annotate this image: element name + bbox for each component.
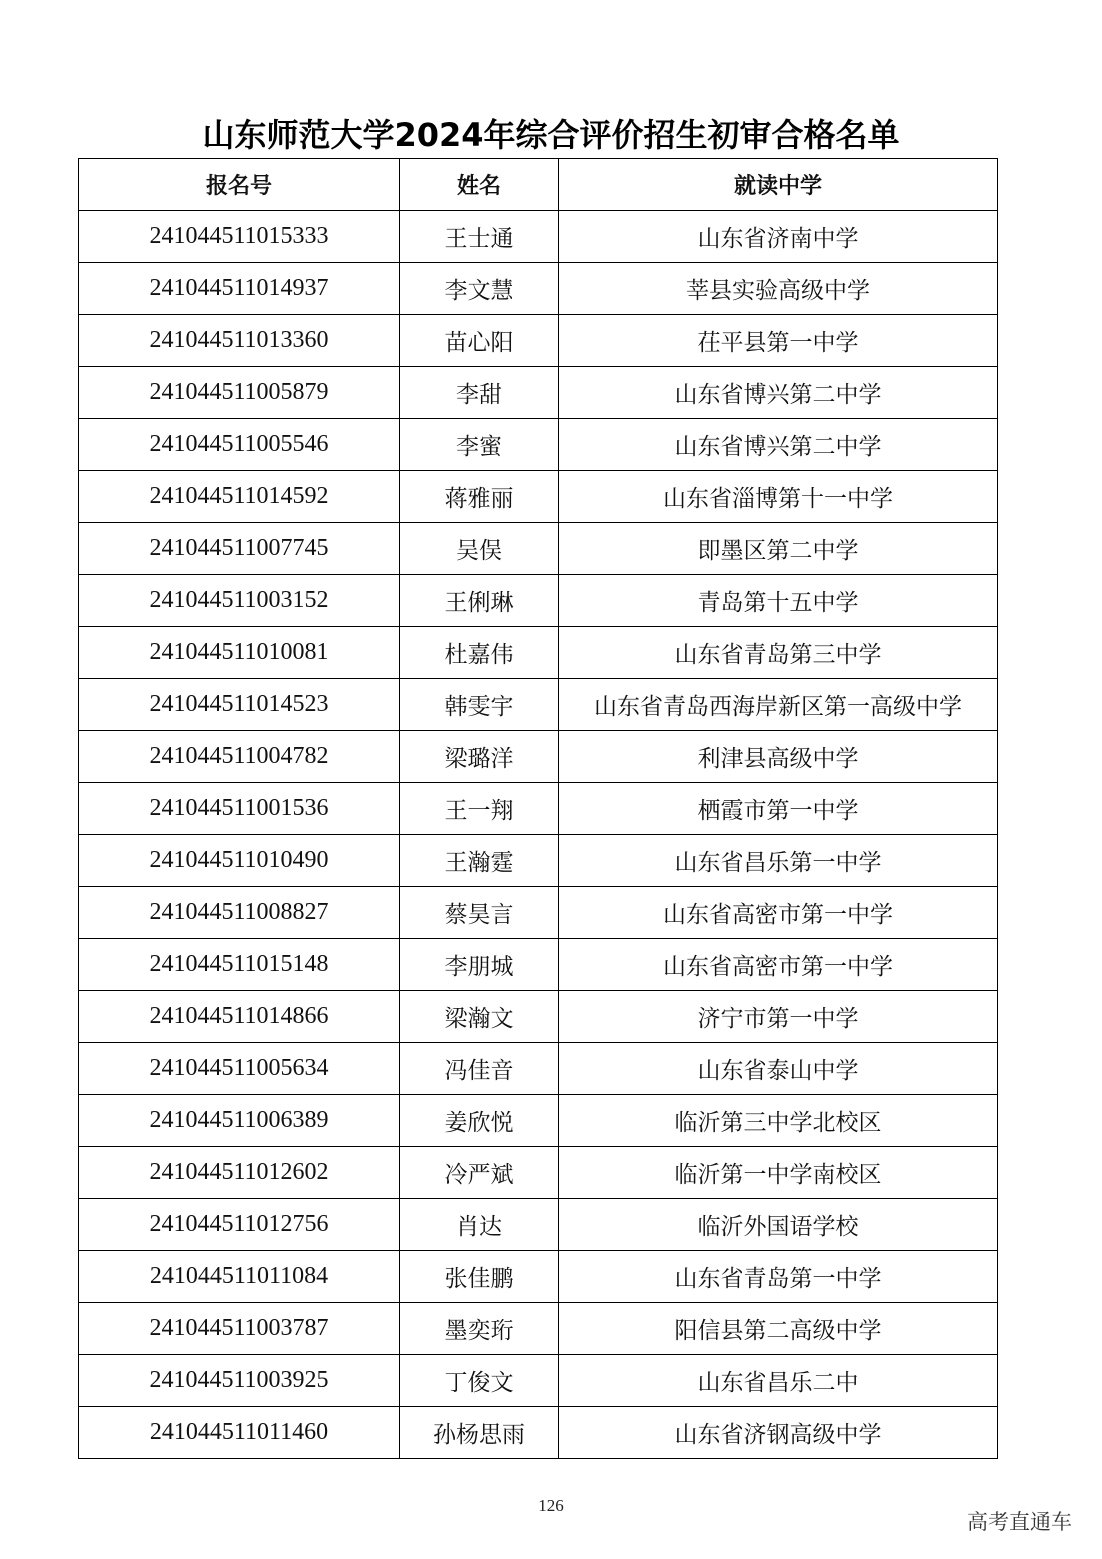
registration-number-cell: 241044511003787 (79, 1303, 400, 1355)
table-row (79, 679, 998, 731)
registration-number-cell: 241044511011460 (79, 1407, 400, 1459)
admission-table (78, 158, 998, 1459)
school-cell: 山东省淄博第十一中学 (559, 471, 998, 523)
student-name-cell: 王一翔 (400, 783, 559, 835)
table-row (79, 731, 998, 783)
student-name-cell: 韩雯宇 (400, 679, 559, 731)
column-header-registration-number: 报名号 (79, 159, 400, 211)
registration-number-cell: 241044511014866 (79, 991, 400, 1043)
school-cell: 山东省昌乐第一中学 (559, 835, 998, 887)
registration-number-cell: 241044511015333 (79, 211, 400, 263)
table-row (79, 1199, 998, 1251)
table-row (79, 575, 998, 627)
table-row (79, 1303, 998, 1355)
school-cell: 阳信县第二高级中学 (559, 1303, 998, 1355)
registration-number-cell: 241044511012756 (79, 1199, 400, 1251)
student-name-cell: 冷严斌 (400, 1147, 559, 1199)
school-cell: 栖霞市第一中学 (559, 783, 998, 835)
student-name-cell: 墨奕珩 (400, 1303, 559, 1355)
school-cell: 山东省济钢高级中学 (559, 1407, 998, 1459)
registration-number-cell: 241044511001536 (79, 783, 400, 835)
registration-number-cell: 241044511003152 (79, 575, 400, 627)
school-cell: 山东省青岛西海岸新区第一高级中学 (559, 679, 998, 731)
column-header-school: 就读中学 (559, 159, 998, 211)
column-header-name: 姓名 (400, 159, 559, 211)
school-cell: 利津县高级中学 (559, 731, 998, 783)
table-row (79, 367, 998, 419)
registration-number-cell: 241044511012602 (79, 1147, 400, 1199)
school-cell: 山东省昌乐二中 (559, 1355, 998, 1407)
school-cell: 青岛第十五中学 (559, 575, 998, 627)
registration-number-cell: 241044511008827 (79, 887, 400, 939)
table-row (79, 263, 998, 315)
registration-number-cell: 241044511005879 (79, 367, 400, 419)
school-cell: 临沂第一中学南校区 (559, 1147, 998, 1199)
table-row (79, 211, 998, 263)
student-name-cell: 王瀚霆 (400, 835, 559, 887)
school-cell: 茌平县第一中学 (559, 315, 998, 367)
student-name-cell: 李甜 (400, 367, 559, 419)
table-row (79, 1095, 998, 1147)
page-title: 山东师范大学2024年综合评价招生初审合格名单 (202, 116, 900, 154)
table-row (79, 1407, 998, 1459)
student-name-cell: 孙杨思雨 (400, 1407, 559, 1459)
registration-number-cell: 241044511010490 (79, 835, 400, 887)
school-cell: 山东省博兴第二中学 (559, 367, 998, 419)
student-name-cell: 苗心阳 (400, 315, 559, 367)
table-body (79, 211, 998, 1459)
school-cell: 临沂外国语学校 (559, 1199, 998, 1251)
student-name-cell: 姜欣悦 (400, 1095, 559, 1147)
school-cell: 山东省高密市第一中学 (559, 939, 998, 991)
student-name-cell: 肖达 (400, 1199, 559, 1251)
table-row (79, 939, 998, 991)
page-number: 126 (538, 1496, 564, 1515)
registration-number-cell: 241044511003925 (79, 1355, 400, 1407)
table-row (79, 1355, 998, 1407)
school-cell: 山东省高密市第一中学 (559, 887, 998, 939)
school-cell: 即墨区第二中学 (559, 523, 998, 575)
table-row (79, 835, 998, 887)
registration-number-cell: 241044511015148 (79, 939, 400, 991)
table-row (79, 315, 998, 367)
student-name-cell: 丁俊文 (400, 1355, 559, 1407)
table-row (79, 783, 998, 835)
student-name-cell: 王俐琳 (400, 575, 559, 627)
registration-number-cell: 241044511014592 (79, 471, 400, 523)
student-name-cell: 冯佳音 (400, 1043, 559, 1095)
student-name-cell: 梁瀚文 (400, 991, 559, 1043)
registration-number-cell: 241044511014937 (79, 263, 400, 315)
table-row (79, 523, 998, 575)
student-name-cell: 蒋雅丽 (400, 471, 559, 523)
table-row (79, 1043, 998, 1095)
student-name-cell: 梁璐洋 (400, 731, 559, 783)
student-name-cell: 蔡昊言 (400, 887, 559, 939)
registration-number-cell: 241044511004782 (79, 731, 400, 783)
registration-number-cell: 241044511010081 (79, 627, 400, 679)
registration-number-cell: 241044511005634 (79, 1043, 400, 1095)
student-name-cell: 李朋城 (400, 939, 559, 991)
watermark-text: 高考直通车 (967, 1510, 1072, 1534)
student-name-cell: 张佳鹏 (400, 1251, 559, 1303)
registration-number-cell: 241044511007745 (79, 523, 400, 575)
registration-number-cell: 241044511014523 (79, 679, 400, 731)
school-cell: 山东省泰山中学 (559, 1043, 998, 1095)
table-row (79, 419, 998, 471)
registration-number-cell: 241044511011084 (79, 1251, 400, 1303)
school-cell: 莘县实验高级中学 (559, 263, 998, 315)
table-row (79, 471, 998, 523)
registration-number-cell: 241044511005546 (79, 419, 400, 471)
school-cell: 济宁市第一中学 (559, 991, 998, 1043)
table-row (79, 627, 998, 679)
student-name-cell: 王士通 (400, 211, 559, 263)
school-cell: 临沂第三中学北校区 (559, 1095, 998, 1147)
school-cell: 山东省青岛第一中学 (559, 1251, 998, 1303)
school-cell: 山东省青岛第三中学 (559, 627, 998, 679)
table-row (79, 1147, 998, 1199)
table-header-row (79, 159, 998, 211)
table-row (79, 1251, 998, 1303)
school-cell: 山东省济南中学 (559, 211, 998, 263)
registration-number-cell: 241044511013360 (79, 315, 400, 367)
registration-number-cell: 241044511006389 (79, 1095, 400, 1147)
student-name-cell: 杜嘉伟 (400, 627, 559, 679)
student-name-cell: 李文慧 (400, 263, 559, 315)
school-cell: 山东省博兴第二中学 (559, 419, 998, 471)
student-name-cell: 吴俣 (400, 523, 559, 575)
table-row (79, 991, 998, 1043)
student-name-cell: 李蜜 (400, 419, 559, 471)
table-row (79, 887, 998, 939)
